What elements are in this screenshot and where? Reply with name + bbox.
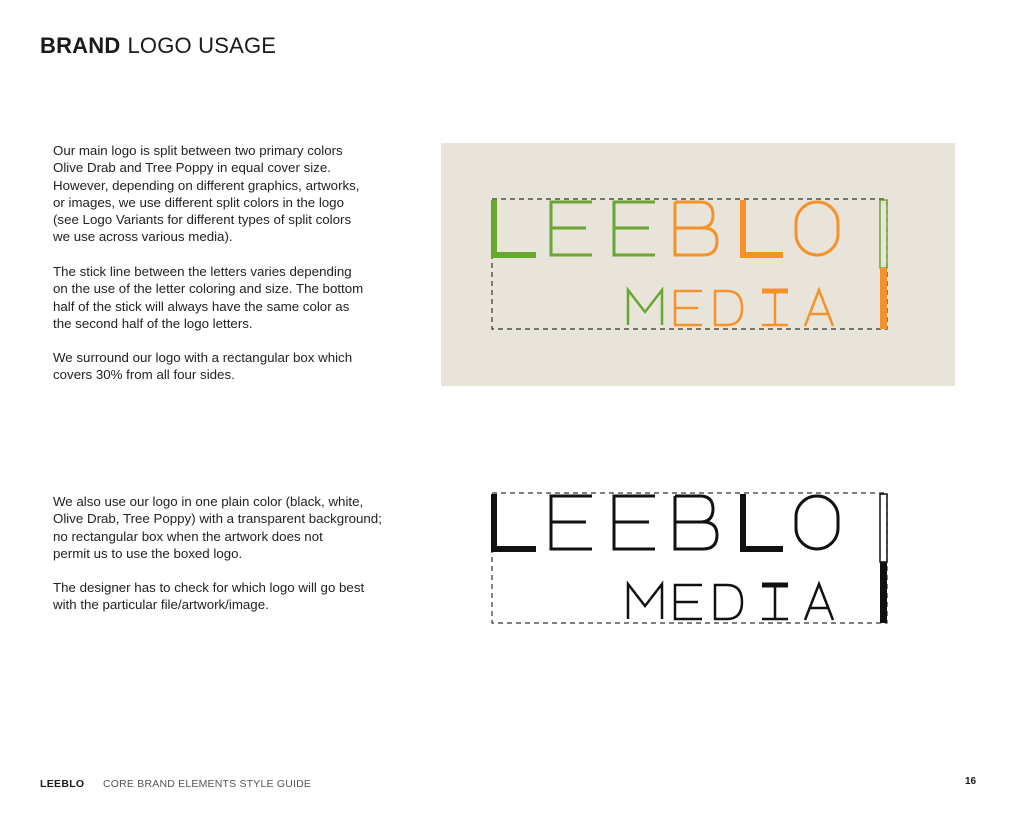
page-number: 16 [965,776,977,787]
text-line: We surround our logo with a rectangular box which [53,350,353,365]
text-line: half of the stick will always have the same color as [53,298,350,314]
logo-letter-E1 [551,202,592,255]
logo-letter-M [628,584,662,619]
footer-brand: LEEBLO [40,778,85,790]
logo-letter-A [805,584,833,620]
logo-stick-top [880,494,887,562]
logo-colored [491,198,889,331]
logo-letter-L2 [743,494,783,549]
paragraph-plain-color [53,493,413,562]
text-line: on the use of the letter coloring and size. The bottom [53,281,364,297]
page-header [40,33,276,59]
logo-letter-E3 [675,291,702,325]
text-line: we use across various media). [53,229,233,245]
logo-letter-E2 [614,496,655,549]
text-line: the second half of the logo letters. [53,315,253,331]
logo-stick-top [880,200,887,268]
paragraph-designer [53,579,413,614]
text-line: no rectangular box when the artwork does not [53,528,323,544]
paragraph-main-logo [53,142,413,246]
text-line: or images, we use different split colors in the logo [53,194,344,210]
logo-letter-E2 [614,202,655,255]
text-line: Our main logo is split between two primary colors [53,143,343,158]
header-title-bold: BRAND [40,33,121,58]
text-line: permit us to use the boxed logo. [53,545,243,561]
text-line: Olive Drab and Tree Poppy in equal cover size. [53,160,331,176]
text-line: covers 30% from all four sides. [53,367,235,383]
text-line: The designer has to check for which logo will go best [53,580,365,595]
logo-letter-M [628,290,662,325]
logo-letter-L1 [494,200,536,255]
text-line: The stick line between the letters varies depending [53,264,352,279]
text-line: with the particular file/artwork/image. [53,597,269,613]
logo-letter-A [805,290,833,326]
logo-stick-bottom [880,268,887,329]
text-line: Olive Drab, Tree Poppy) with a transparent background; [53,511,382,527]
logo-letter-E3 [675,585,702,619]
text-line: We also use our logo in one plain color (black, white, [53,494,364,509]
footer-title: CORE BRAND ELEMENTS STYLE GUIDE [103,778,312,790]
logo-letter-B [675,202,717,255]
logo-letter-I [762,291,788,325]
logo-letter-B [675,496,717,549]
logo-letter-E1 [551,496,592,549]
logo-letter-D [715,585,742,619]
logo-plain-black [491,492,889,625]
logo-letter-O [796,496,838,549]
header-title-light: LOGO USAGE [127,33,277,58]
logo-letter-I [762,585,788,619]
logo-letter-L1 [494,494,536,549]
paragraph-stick-line [53,263,413,332]
paragraph-box [53,349,413,384]
logo-stick-bottom [880,562,887,623]
logo-letter-O [796,202,838,255]
text-line: However, depending on different graphics, artworks, [53,177,360,193]
logo-letter-L2 [743,200,783,255]
logo-letter-D [715,291,742,325]
text-line: (see Logo Variants for different types of split colors [53,212,352,228]
